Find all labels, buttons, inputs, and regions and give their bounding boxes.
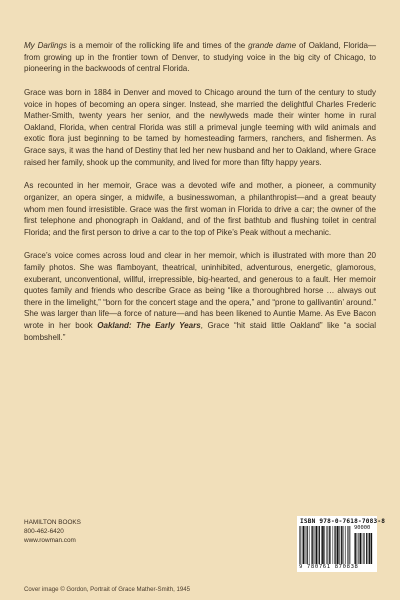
description-text: [24, 40, 376, 355]
barcode-bar: [302, 526, 303, 564]
price-barcode-bars: [354, 533, 374, 564]
barcode-bar: [299, 526, 300, 564]
barcode-bar: [309, 526, 310, 564]
barcode-bar: [322, 526, 324, 564]
barcode-bar: [314, 526, 315, 564]
barcode-bar: [358, 533, 359, 564]
barcode-bar: [341, 526, 342, 564]
isbn-barcode: [297, 516, 386, 572]
ean-digits: 9 780761 870838: [299, 564, 359, 570]
barcode-bar: [321, 526, 322, 564]
publisher-website: www.rowman.com: [24, 536, 76, 544]
barcode-bar: [368, 533, 369, 564]
barcode-bar: [354, 533, 355, 564]
barcode-bar: [342, 526, 343, 564]
barcode-bar: [369, 533, 370, 564]
barcode-bar: [364, 533, 365, 564]
barcode-bar: [335, 526, 336, 564]
book-title: My Darlings: [24, 41, 67, 50]
barcode-bar: [300, 526, 301, 564]
barcode-bar: [363, 533, 364, 564]
barcode-bar: [306, 526, 307, 564]
barcode-bar: [316, 526, 318, 564]
barcode-bar: [371, 533, 373, 564]
price-code: 90000: [354, 525, 371, 531]
barcode-bar: [303, 526, 305, 564]
barcode-bar: [312, 526, 313, 564]
cited-book-title: Oakland: The Early Years: [97, 321, 201, 331]
barcode-bar: [347, 526, 348, 564]
barcode-bar: [366, 533, 367, 564]
publisher-name: HAMILTON BOOKS: [24, 519, 81, 526]
barcode-bar: [319, 526, 320, 564]
barcode-bar: [330, 526, 331, 564]
barcode-bar: [311, 526, 312, 564]
barcode-bar: [329, 526, 330, 564]
barcode-bar: [349, 526, 350, 564]
cover-image-credit: Cover image © Gordon, Portrait of Grace Mather-Smith, 1945: [24, 586, 191, 593]
description-paragraph-3: As recounted in her memoir, Grace was a devoted wife and mother, a pioneer, a community organizer, an opera singer, a midwife, a businesswoman, a philanthropist—and a great beauty whom men found irresistible. Grace was the first woman in Florida to drive a car; the owner of the first telephone and phonograph in Oakland, and of the first bathtub and flushing toilet in central Florida; and the first person to drive a car to the top of Pike’s Peak without a mechanic.: [24, 181, 376, 237]
isbn-number: ISBN 978-0-7618-7083-8: [300, 518, 386, 525]
barcode-bar: [324, 526, 325, 564]
barcode-bar: [345, 526, 346, 564]
barcode-bar: [334, 526, 335, 564]
barcode-bar: [339, 526, 340, 564]
barcode-bar: [355, 533, 356, 564]
barcode-bar: [344, 526, 345, 564]
publisher-phone: 800-462-6420: [24, 527, 64, 535]
barcode-bar: [362, 533, 363, 564]
description-paragraph-1: My Darlings is a memoir of the rollicking life and times of the grande dame of Oakland, Florida—from growing up in the frontier town of Denver, to studying voice in the big city of Chicago, to pioneering in the backwoods of central Florida.: [24, 41, 377, 74]
description-paragraph-2: Grace was born in 1884 in Denver and moved to Chicago around the turn of the century to study voice in hopes of becoming an opera singer. Instead, she married the delightful Charles Frederic Mather-Smith, twenty years her senior, and the newlyweds made their winter home in rural Oakland, Florida, when central Florida was still a primeval jungle teeming with wild animals and exotic flora just beginning to be tamed by homesteading farmers, ranchers, and fishermen. As Grace says, it was the hand of Destiny that led her new husband and her to Oakland, where Grace raised her family, shook up the community, and lived for more than fifty happy years.: [24, 87, 376, 167]
description-paragraph-4: Grace’s voice comes across loud and clear in her memoir, which is illustrated with more than 20 family photos. She was flamboyant, theatrical, uninhibited, adventurous, energetic, glamorous, exuberant, unconventional, willful, irrepressible, big-hearted, and generous to a fault. Her memoir quotes family and friends who describe Grace as being “like a thoroughbred horse … always out there in the limelight,” “born for the concert stage and the opera,” and “prone to gallivantin’ around.” She was larger than life—a force of nature—and has been likened to Auntie Mame. As Eve Bacon wrote in her book Oakland: The Early Years, Grace “hit staid little Oakland” like “a social bombshell.”: [24, 251, 376, 342]
barcode-bar: [360, 533, 362, 564]
barcode-bar: [357, 533, 358, 564]
barcode-bar: [333, 526, 334, 564]
barcode-bar: [326, 526, 327, 564]
barcode-bar: [327, 526, 328, 564]
publisher-info: [24, 519, 81, 546]
barcode-bars: [299, 526, 351, 564]
barcode-bar: [337, 526, 339, 564]
barcode-bar: [318, 526, 319, 564]
barcode-bar: [307, 526, 308, 564]
